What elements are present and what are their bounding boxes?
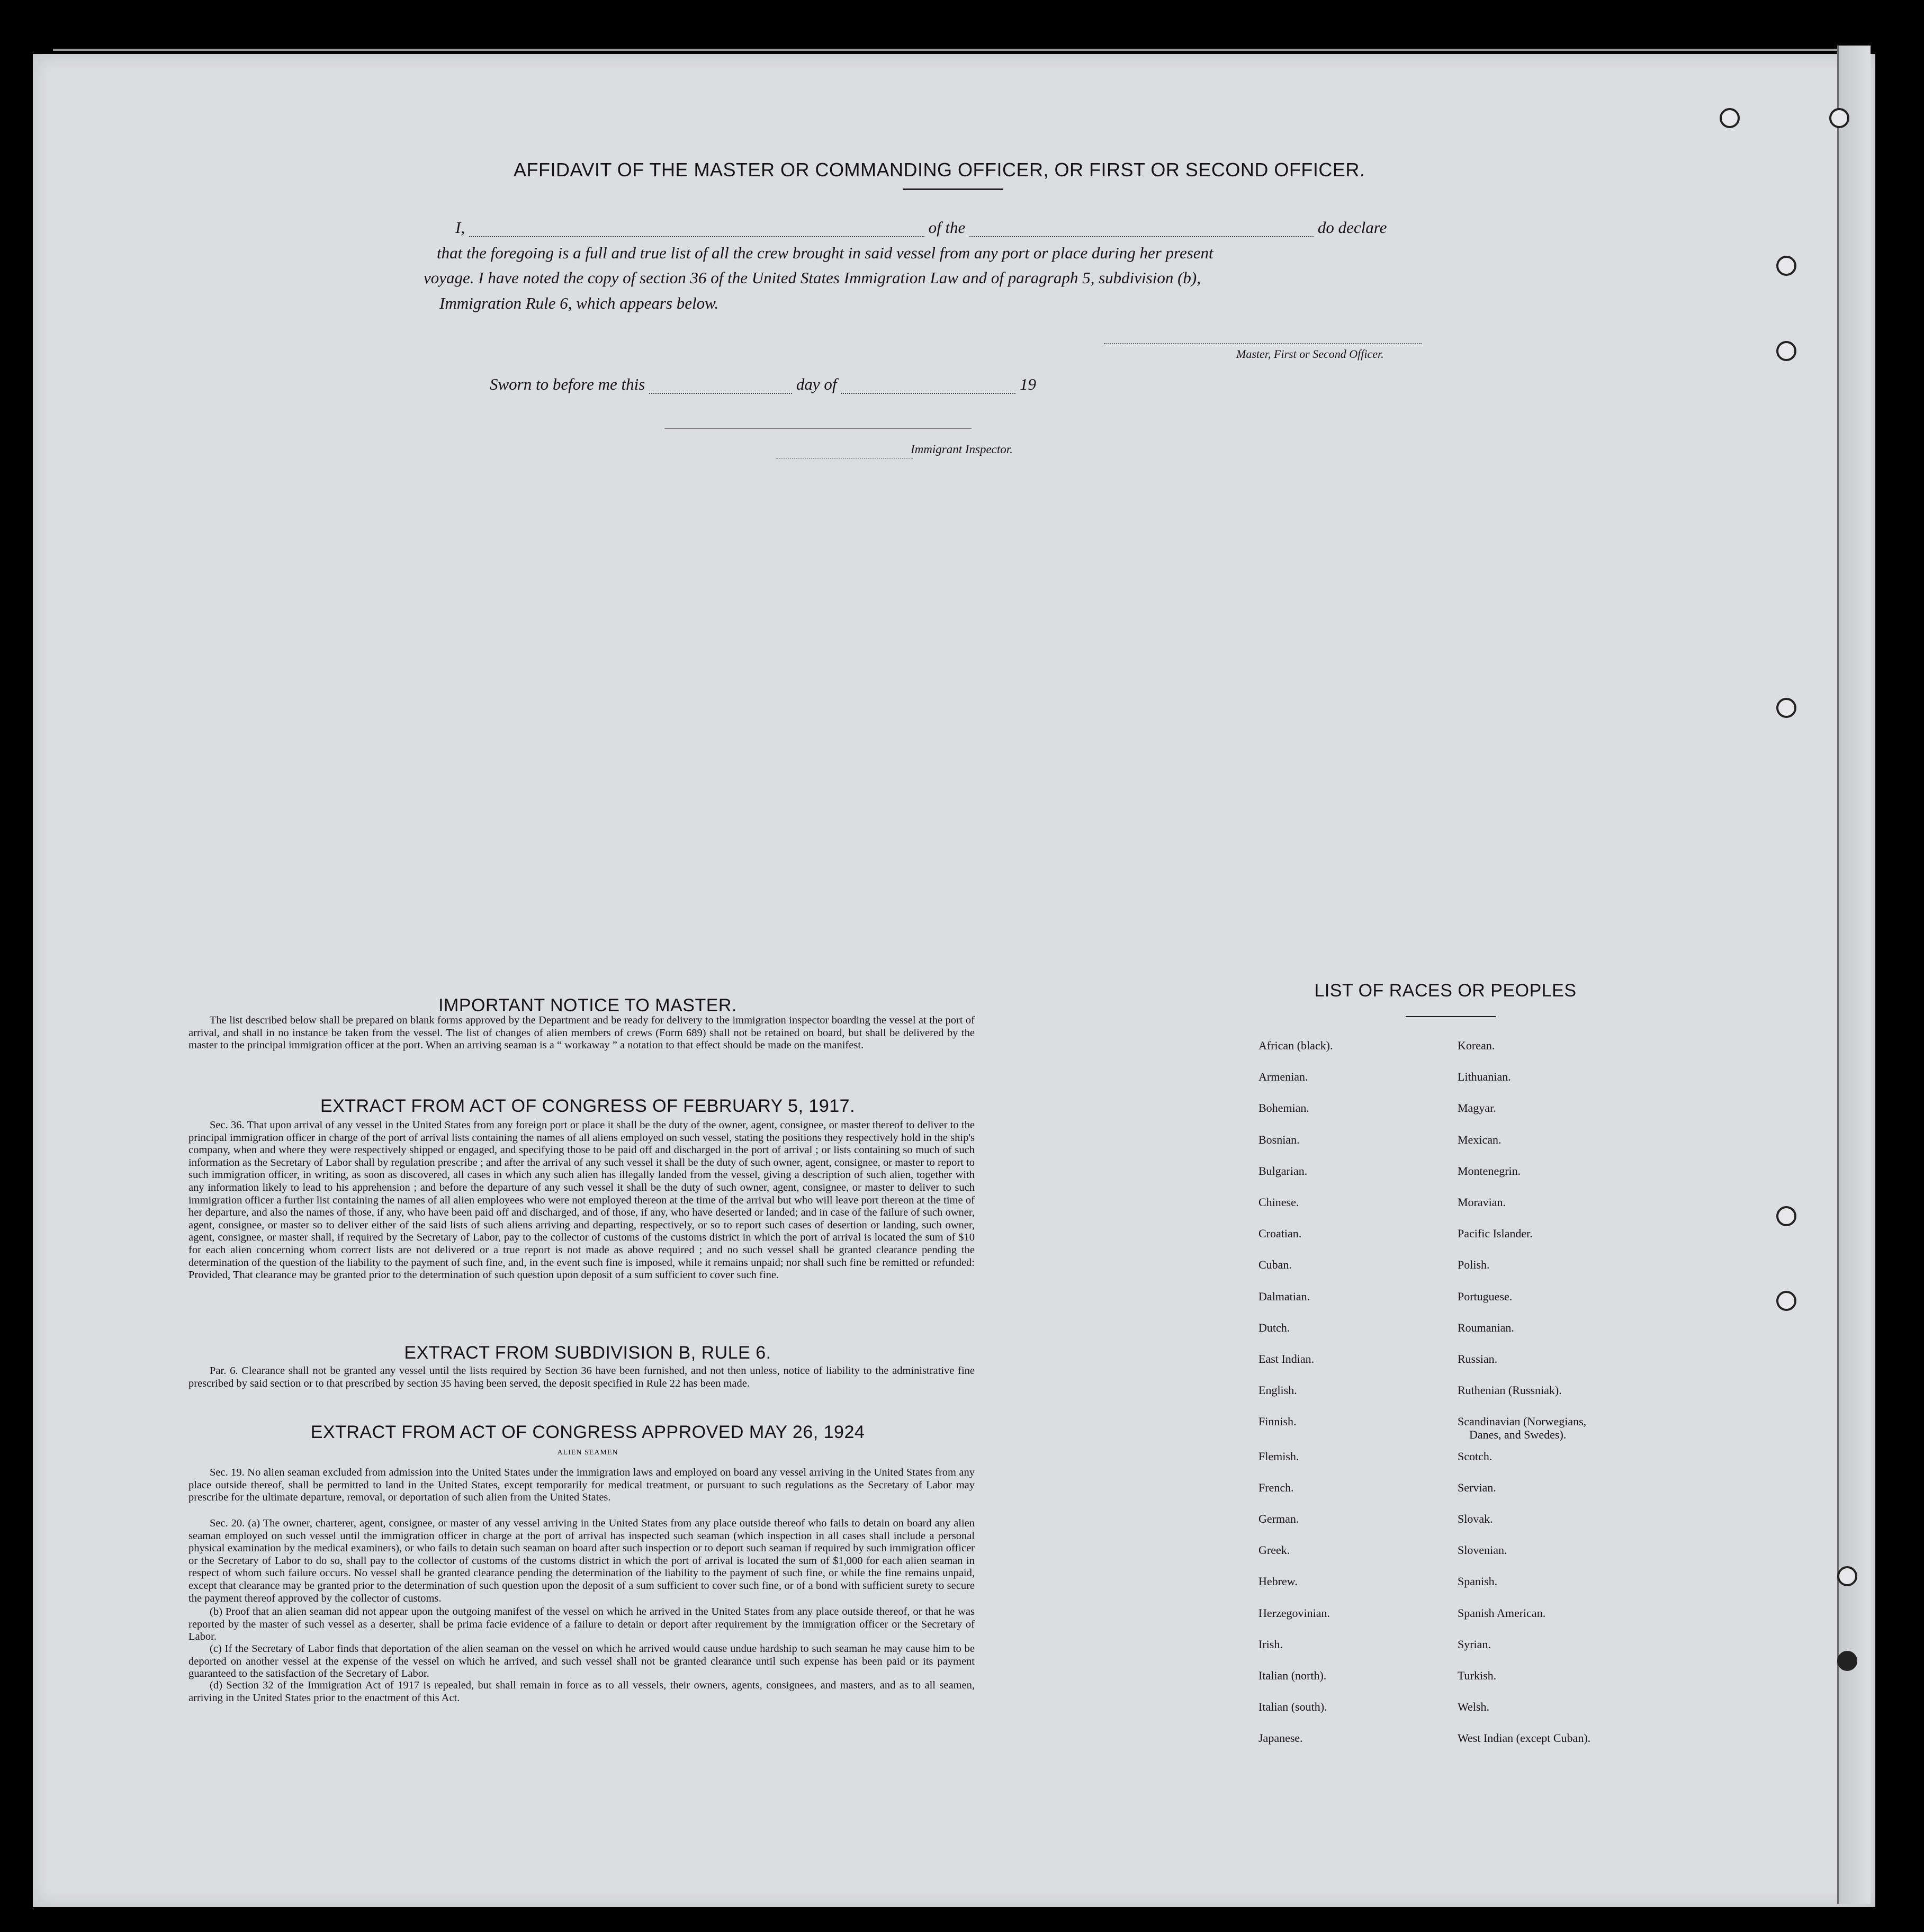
race-item: Italian (south). (1258, 1700, 1327, 1713)
underlying-sheet-edge (1837, 46, 1871, 1904)
notice-title: IMPORTANT NOTICE TO MASTER. (438, 995, 737, 1016)
race-item: Bohemian. (1258, 1101, 1309, 1115)
binder-hole (1776, 698, 1796, 718)
race-item: Korean. (1458, 1039, 1495, 1052)
inspector-signature-line[interactable] (664, 428, 972, 429)
vessel-name-field[interactable] (969, 236, 1314, 237)
day-of-label: day of (796, 375, 837, 393)
races-title-rule (1406, 1016, 1496, 1017)
binder-hole (1837, 1651, 1857, 1671)
affidavit-line-2: that the foregoing is a full and true list of all the crew brought in said vessel from any port or place during her present (437, 244, 1213, 262)
race-item: Cuban. (1258, 1258, 1292, 1271)
race-item: Greek. (1258, 1543, 1290, 1557)
title-rule (903, 188, 1003, 190)
act-1924-sec-20b: (b) Proof that an alien seaman did not appear upon the outgoing manifest of the vessel on which he arrived in the United States from any place outside thereof, or that he was reported by the master of such vessel as a deserter, shall be prima facie evidence of a failure to detain or deport after requirement by the immigration officer or the Secretary of Labor. (188, 1606, 975, 1643)
race-item: Syrian. (1458, 1638, 1491, 1651)
race-item: Armenian. (1258, 1070, 1308, 1083)
race-item: Montenegrin. (1458, 1164, 1521, 1178)
binder-hole (1776, 256, 1796, 276)
race-item: Bulgarian. (1258, 1164, 1308, 1178)
year-prefix: 19 (1019, 375, 1036, 393)
master-caption: Master, First or Second Officer. (1236, 347, 1384, 361)
binder-hole (1776, 1291, 1796, 1311)
race-item: Pacific Islander. (1458, 1227, 1533, 1240)
binder-hole (1829, 108, 1849, 128)
race-item: African (black). (1258, 1039, 1333, 1052)
rule-6-title: EXTRACT FROM SUBDIVISION B, RULE 6. (404, 1343, 771, 1363)
race-item: Bosnian. (1258, 1133, 1300, 1146)
race-item: East Indian. (1258, 1352, 1315, 1365)
sworn-day-field[interactable] (649, 393, 792, 394)
declarant-name-field[interactable] (469, 236, 924, 237)
race-item: Slovak. (1458, 1512, 1493, 1525)
race-item: Scandinavian (Norwegians, (1458, 1415, 1587, 1428)
race-item: English. (1258, 1383, 1297, 1397)
race-item: Lithuanian. (1458, 1070, 1511, 1083)
act-1924-sec-19: Sec. 19. No alien seaman excluded from admission into the United States under the immigration laws and employed on board any vessel arriving in the United States from any place outside thereof, shall be permitted to land in the United States, except temporarily for medical treatment, or pursuant to such regulations as the Secretary of Labor may prescribe for the ultimate departure, removal, or deportation of such alien from the United States. (188, 1467, 975, 1504)
binder-hole (1837, 1566, 1857, 1586)
of-the-label: of the (928, 218, 966, 237)
race-item: Irish. (1258, 1638, 1283, 1651)
race-item: Turkish. (1458, 1669, 1497, 1682)
sheet-top-edge (53, 49, 1864, 51)
race-item: Portuguese. (1458, 1290, 1513, 1303)
sworn-line (490, 375, 1125, 394)
binder-hole (1776, 341, 1796, 361)
race-item: French. (1258, 1481, 1294, 1494)
race-item: Dalmatian. (1258, 1290, 1310, 1303)
affidavit-title: AFFIDAVIT OF THE MASTER OR COMMANDING OFFICER, OR FIRST OR SECOND OFFICER. (514, 159, 1365, 181)
affidavit-line-4: Immigration Rule 6, which appears below. (439, 294, 719, 312)
race-item: Russian. (1458, 1352, 1498, 1365)
race-item: Ruthenian (Russniak). (1458, 1383, 1562, 1397)
race-item: Flemish. (1258, 1450, 1299, 1463)
declarant-prefix: I, (455, 218, 465, 237)
race-item: Welsh. (1458, 1700, 1489, 1713)
affidavit-line-3: voyage. I have noted the copy of section 36 of the United States Immigration Law and of paragraph 5, subdivision (b), (424, 268, 1201, 287)
races-title: LIST OF RACES OR PEOPLES (1314, 981, 1577, 1001)
race-item: German. (1258, 1512, 1299, 1525)
race-item: Spanish American. (1458, 1606, 1546, 1620)
race-item: Spanish. (1458, 1575, 1498, 1588)
race-item: Scotch. (1458, 1450, 1493, 1463)
race-item: Slovenian. (1458, 1543, 1507, 1557)
sworn-month-field[interactable] (841, 393, 1015, 394)
act-1924-title: EXTRACT FROM ACT OF CONGRESS APPROVED MAY 26, 1924 (310, 1422, 865, 1442)
binder-hole (1776, 1206, 1796, 1226)
declare-label: do declare (1317, 218, 1387, 237)
race-item: Polish. (1458, 1258, 1490, 1271)
race-item: Mexican. (1458, 1133, 1502, 1146)
act-1924-subtitle: ALIEN SEAMEN (557, 1449, 618, 1457)
inspector-dotted-line (776, 458, 913, 459)
race-item: Moravian. (1458, 1196, 1506, 1209)
binder-hole (1720, 108, 1740, 128)
race-item: Japanese. (1258, 1731, 1303, 1745)
act-1917-title: EXTRACT FROM ACT OF CONGRESS OF FEBRUARY 5, 1917. (320, 1096, 856, 1116)
rule-6-text: Par. 6. Clearance shall not be granted any vessel until the lists required by Section 36 have been furnished, and not then unless, notice of liability to the administrative fine prescribed by said section or to that prescribed by section 35 having been served, the deposit specified in Rule 22 has been made. (188, 1365, 975, 1389)
race-item: Hebrew. (1258, 1575, 1298, 1588)
act-1924-sec-20d: (d) Section 32 of the Immigration Act of 1917 is repealed, but shall remain in force as to all vessels, their owners, agents, consignees, and masters, and as to all seamen, arriving in the United States prior to the enactment of this Act. (188, 1679, 975, 1704)
race-item: Croatian. (1258, 1227, 1302, 1240)
inspector-caption: Immigrant Inspector. (911, 443, 1013, 456)
act-1924-sec-20c: (c) If the Secretary of Labor finds that deportation of the alien seaman on the vessel on which he arrived would cause undue hardship to such seaman he may cause him to be deported on another vessel at the expense of the vessel on which he arrived, and such vessel shall not be granted clearance until such expense has been paid or its payment guaranteed to the satisfaction of the Secretary of Labor. (188, 1643, 975, 1680)
race-item: West Indian (except Cuban). (1458, 1731, 1591, 1745)
race-item: Finnish. (1258, 1415, 1297, 1428)
sworn-label: Sworn to before me this (490, 375, 645, 393)
act-1924-sec-20a: Sec. 20. (a) The owner, charterer, agent, consignee, or master of any vessel arriving in the United States from any place outside thereof who fails to detain on board any alien seaman employed on such vessel until the immigration officer in charge at the port of arrival has inspected such seaman (which inspection in all cases shall include a personal physical examination by the medical examiners), or who fails to detain such seaman on board after such inspection or to deport such seaman if required by such immigration officer or the Secretary of Labor to do so, shall pay to the collector of customs of the customs district in which the port of arrival is located the sum of $1,000 for each alien seaman in respect of whom such failure occurs. No vessel shall be granted clearance pending the determination of the liability to the payment of such fine, or while the fine remains unpaid, except that clearance may be granted prior to the determination of such question upon the deposit of a sum sufficient to cover such fine, or of a bond with sufficient surety to secure the payment thereof approved by the collector of customs. (188, 1517, 975, 1604)
race-item: Chinese. (1258, 1196, 1299, 1209)
race-item: Roumanian. (1458, 1321, 1514, 1334)
race-item: Servian. (1458, 1481, 1496, 1494)
act-1917-text: Sec. 36. That upon arrival of any vessel in the United States from any foreign port or place it shall be the duty of the owner, agent, consignee, or master thereof to deliver to the principal immigration officer in charge of the port of arrival lists containing the names of all aliens employed on such vessel, stating the positions they respectively hold in the ship's company, when and where they were respectively shipped or engaged, and specifying those to be paid off and discharged in the port of arrival ; or lists containing so much of such information as the Secretary of Labor shall by regulation prescribe ; and after the arrival of any such vessel it shall be the duty of such owner, agent, consignee, or master to report to such immigration officer, in writing, as soon as discovered, all cases in which any such alien has illegally landed from the vessel, giving a description of such alien, together with any information likely to lead to his apprehension ; and before the departure of any such vessel it shall be the duty of such owner, agent, consignee, or master to deliver to such immigration officer a further list containing the names of all alien employees who were not employed thereon at the time of the arrival but who will leave port thereon at the time of her departure, and also the names of those, if any, who have been paid off and discharged, and of those, if any, who have deserted or landed; and in case of the failure of such owner, agent, consignee, or master so to deliver either of the said lists of such aliens arriving and departing, respectively, or so to report such cases of desertion or landing, such owner, agent, consignee, or master shall, if required by the Secretary of Labor, pay to the collector of customs of the customs district in which the port of arrival is located the sum of $10 for each alien concerning whom correct lists are not delivered or a true report is not made as above required ; and no such vessel shall be granted clearance pending the determination of the question of the liability to the payment of such fine, and, in the event such fine is imposed, while it remains unpaid; nor shall such fine be remitted or refunded: Provided, That clearance may be granted prior to the determination of such question upon deposit of a sum sufficient to cover such fine. (188, 1119, 975, 1281)
race-item: Dutch. (1258, 1321, 1290, 1334)
race-item: Magyar. (1458, 1101, 1496, 1115)
master-signature-line[interactable] (1104, 343, 1422, 344)
notice-text: The list described below shall be prepared on blank forms approved by the Department and be ready for delivery to the immigration inspector boarding the vessel at the port of arrival, and shall in no instance be taken from the vessel. The list of changes of alien members of crews (Form 689) shall not be retained on board, but shall be delivered by the master to the principal immigration officer at the port. When an arriving seaman is a “ workaway ” a notation to that effect should be made on the manifest. (188, 1014, 975, 1052)
race-scandinavian-continuation: Danes, and Swedes). (1469, 1428, 1567, 1441)
race-item: Herzegovinian. (1258, 1606, 1330, 1620)
race-item: Italian (north). (1258, 1669, 1327, 1682)
affidavit-line-1 (455, 218, 1493, 237)
